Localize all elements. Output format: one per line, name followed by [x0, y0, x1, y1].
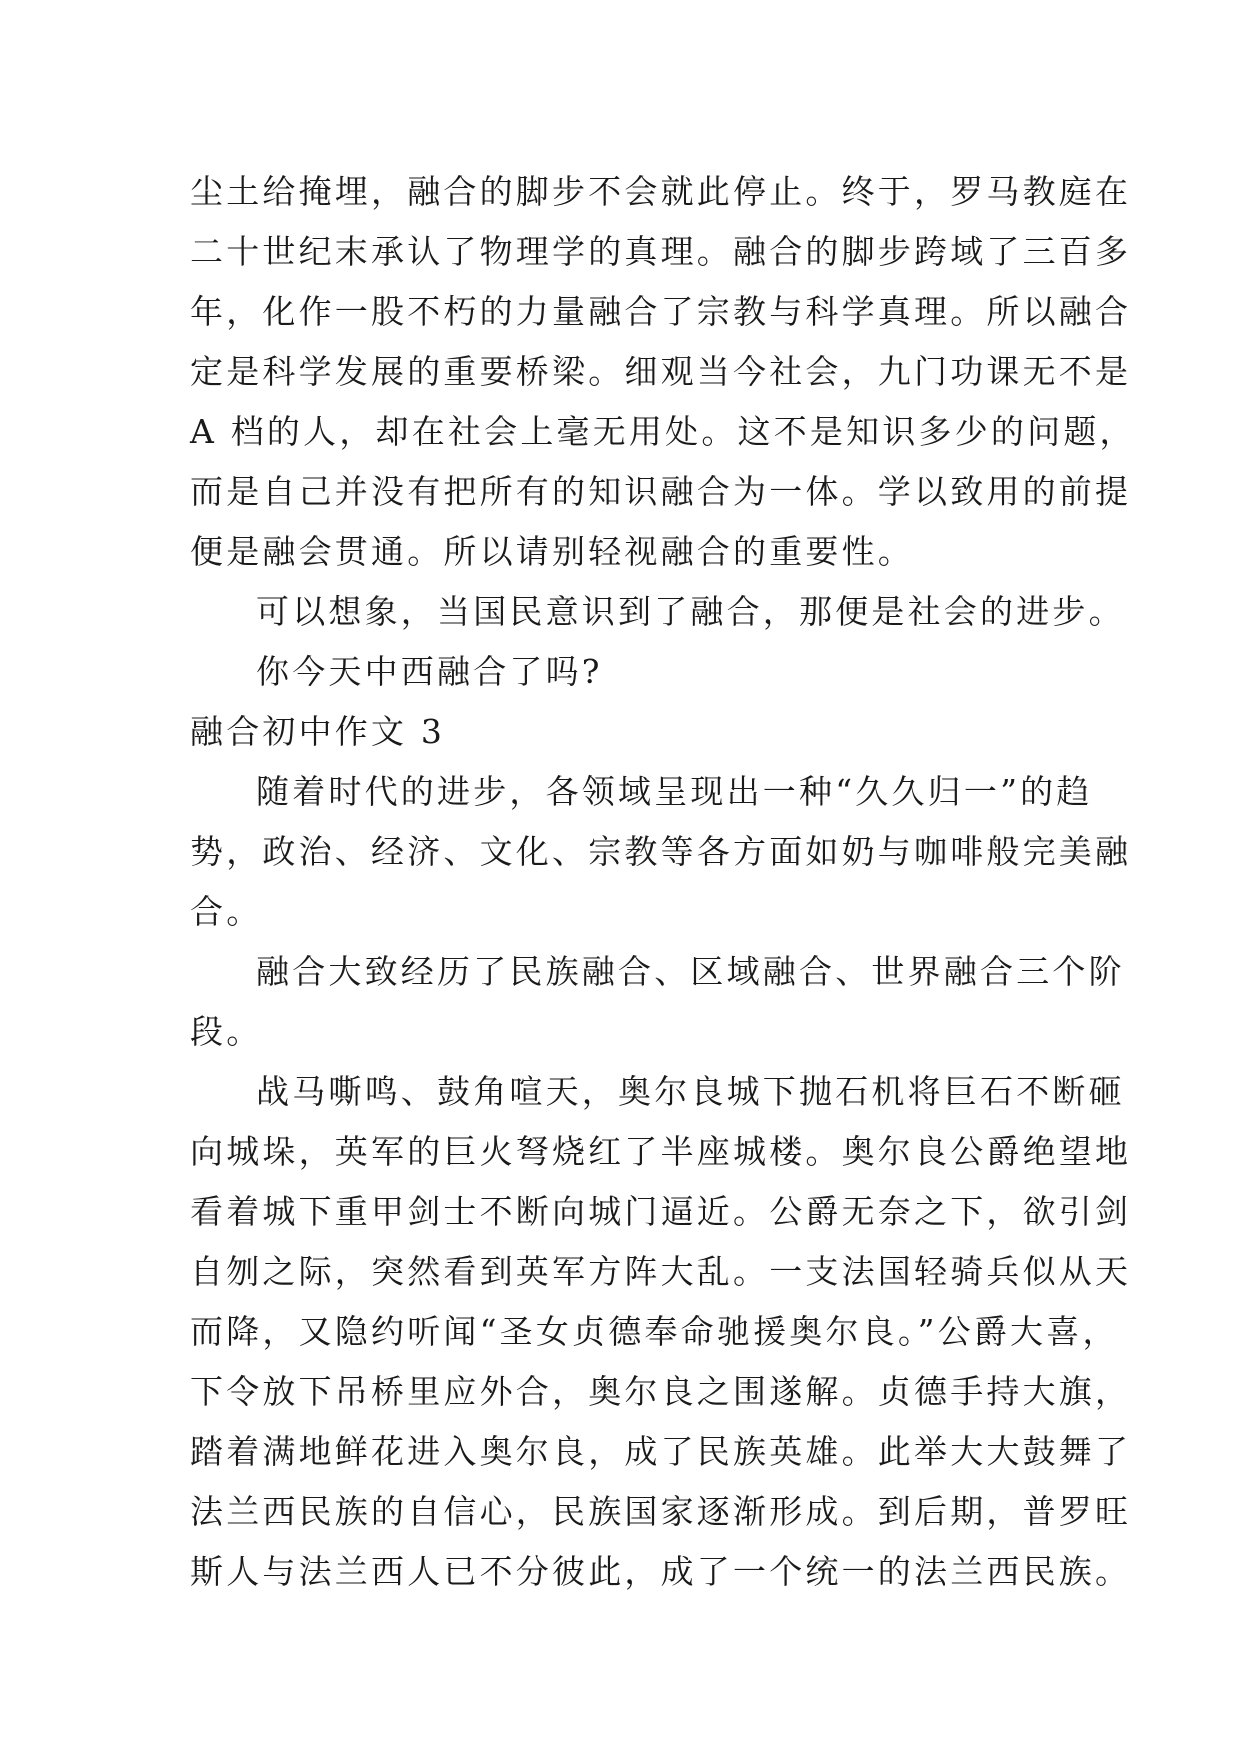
section-heading: 融合初中作文 3	[190, 712, 446, 751]
text-line: 段。	[190, 1012, 263, 1051]
text-line: 合。	[190, 892, 263, 931]
text-line: 便是融会贯通。所以请别轻视融合的重要性。	[190, 532, 914, 571]
text-line: A 档的人，却在社会上毫无用处。这不是知识多少的问题，	[190, 412, 1136, 451]
text-line: 向城垛，英军的巨火弩烧红了半座城楼。奥尔良公爵绝望地	[190, 1132, 1132, 1171]
text-line: 尘土给掩埋，融合的脚步不会就此停止。终于，罗马教庭在	[190, 172, 1132, 211]
paragraph-line: 融合大致经历了民族融合、区域融合、世界融合三个阶	[256, 952, 1125, 991]
text-line: 势，政治、经济、文化、宗教等各方面如奶与咖啡般完美融	[190, 832, 1132, 871]
text-line: 而降，又隐约听闻“圣女贞德奉命驰援奥尔良。”公爵大喜，	[190, 1312, 1119, 1351]
paragraph-line: 随着时代的进步，各领域呈现出一种“久久归一”的趋	[256, 772, 1093, 811]
text-line: 年，化作一股不朽的力量融合了宗教与科学真理。所以融合	[190, 292, 1132, 331]
paragraph-line: 可以想象，当国民意识到了融合，那便是社会的进步。	[256, 592, 1125, 631]
text-line: 看着城下重甲剑士不断向城门逼近。公爵无奈之下，欲引剑	[190, 1192, 1132, 1231]
text-line: 定是科学发展的重要桥梁。细观当今社会，九门功课无不是	[190, 352, 1132, 391]
text-line: 二十世纪末承认了物理学的真理。融合的脚步跨域了三百多	[190, 232, 1132, 271]
text-line: 自刎之际，突然看到英军方阵大乱。一支法国轻骑兵似从天	[190, 1252, 1132, 1291]
document-body	[190, 162, 1136, 1602]
text-line: 而是自己并没有把所有的知识融合为一体。学以致用的前提	[190, 472, 1132, 511]
text-line: 下令放下吊桥里应外合，奥尔良之围遂解。贞德手持大旗，	[190, 1372, 1132, 1411]
paragraph-line: 你今天中西融合了吗?	[256, 652, 603, 691]
text-line: 踏着满地鲜花进入奥尔良，成了民族英雄。此举大大鼓舞了	[190, 1432, 1132, 1471]
paragraph-line: 战马嘶鸣、鼓角喧天，奥尔良城下抛石机将巨石不断砸	[256, 1072, 1125, 1111]
text-line: 斯人与法兰西人已不分彼此，成了一个统一的法兰西民族。	[190, 1552, 1132, 1591]
text-line: 法兰西民族的自信心，民族国家逐渐形成。到后期，普罗旺	[190, 1492, 1132, 1531]
